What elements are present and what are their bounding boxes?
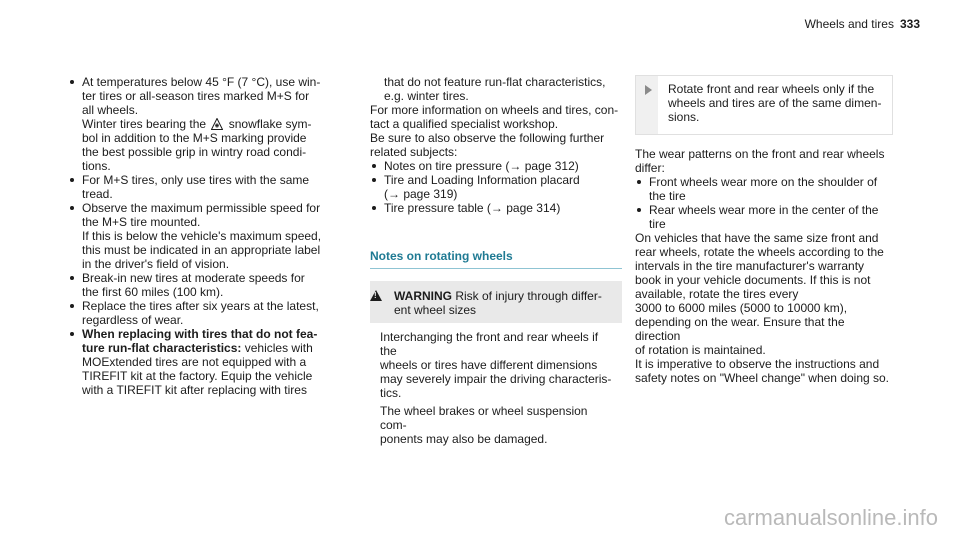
text-line: depending on the wear. Ensure that the direction [635, 315, 845, 343]
text-line: It is imperative to observe the instructions and [635, 357, 880, 371]
warning-body [370, 323, 622, 454]
watermark: carmanualsonline.info [723, 505, 938, 530]
text-line: The wear patterns on the front and rear wheels [635, 147, 885, 161]
cross-reference-link[interactable]: Tire pressure table (→ page 314) [384, 201, 561, 215]
text-line: tions. [82, 159, 111, 173]
list-item [68, 75, 350, 173]
play-triangle-icon [645, 85, 652, 95]
column-3 [635, 75, 893, 385]
text-line: in the driver's field of vision. [82, 257, 230, 271]
text-line: differ: [635, 161, 665, 175]
text-line: that do not feature run-flat characteristics, [384, 75, 606, 89]
text-line: TIREFIT kit at the factory. Equip the vehicle [82, 369, 313, 383]
text-line: tics. [380, 386, 402, 400]
column-2 [370, 75, 622, 454]
text-line: The wheel brakes or wheel suspension com- [380, 404, 588, 432]
text-fragment: Winter tires bearing the [82, 117, 207, 131]
text-line: Rear wheels wear more in the center of the [649, 203, 879, 217]
list-item [68, 299, 350, 327]
list-item [370, 173, 622, 201]
cross-reference-link[interactable]: (→ page 319) [384, 187, 458, 201]
list-item [68, 201, 350, 271]
text-line: e.g. winter tires. [384, 89, 469, 103]
text-line: ter tires or all-season tires marked M+S for [82, 89, 310, 103]
warning-header [380, 289, 614, 317]
column-1 [68, 75, 350, 397]
list-item [635, 203, 893, 231]
list-item [68, 173, 350, 201]
page-header [805, 17, 920, 31]
text-line: If this is below the vehicle's maximum speed, [82, 229, 322, 243]
text-line: sions. [668, 110, 700, 124]
text-line: may severely impair the driving characteris- [380, 372, 612, 386]
text-line: rear wheels, rotate the wheels according to the [635, 245, 884, 259]
text-line: For more information on wheels and tires, con- [370, 103, 619, 117]
text-line: of rotation is maintained. [635, 343, 766, 357]
text-line: with a TIREFIT kit after replacing with tires [82, 383, 307, 397]
text-fragment: ture run-flat characteristics: [82, 341, 242, 355]
cross-reference-link[interactable]: Notes on tire pressure (→ page 312) [384, 159, 579, 173]
list-item [635, 175, 893, 203]
text-line: Replace the tires after six years at the latest, [82, 299, 319, 313]
text-line: safety notes on "Wheel change" when doing so. [635, 371, 890, 385]
text-line: ent wheel sizes [394, 303, 477, 317]
text-line: the first 60 miles (100 km). [82, 285, 224, 299]
page-number: 333 [899, 17, 920, 31]
list-item [68, 327, 350, 397]
text-line: Front wheels wear more on the shoulder of [649, 175, 878, 189]
warning-triangle-icon [370, 290, 382, 301]
text-line: regardless of wear. [82, 313, 184, 327]
warning-label: WARNING [394, 289, 452, 303]
text-line [388, 289, 614, 303]
text-fragment: snowflake sym- [228, 117, 312, 131]
text-line: Interchanging the front and rear wheels if the [380, 330, 599, 358]
text-line: this must be indicated in an appropriate label [82, 243, 321, 257]
text-line: available, rotate the tires every [635, 287, 799, 301]
text-line: MOExtended tires are not equipped with a [82, 355, 307, 369]
text-line: Rotate front and rear wheels only if the [668, 82, 875, 96]
text-line: On vehicles that have the same size front and [635, 231, 879, 245]
continued-text [370, 75, 622, 103]
text-line: Observe the maximum permissible speed for [82, 201, 321, 215]
text-line: tire [649, 217, 666, 231]
text-line: all wheels. [82, 103, 139, 117]
text-line [82, 117, 350, 131]
text-line: ponents may also be damaged. [380, 432, 548, 446]
text-line: the M+S tire mounted. [82, 215, 201, 229]
text-fragment: Risk of injury through differ- [452, 289, 602, 303]
snowflake-mountain-icon [211, 118, 223, 130]
text-line: bol in addition to the M+S marking provide [82, 131, 307, 145]
text-line: book in your vehicle documents. If this is not [635, 273, 871, 287]
text-line: wheels or tires have different dimensions [380, 358, 598, 372]
text-line: intervals in the tire manufacturer's warranty [635, 259, 865, 273]
tip-box [635, 75, 893, 135]
text-line: related subjects: [370, 145, 458, 159]
text-line: When replacing with tires that do not fea- [82, 327, 318, 341]
text-line: Be sure to also observe the following further [370, 131, 605, 145]
cross-reference-link[interactable]: Tire and Loading Information placard [384, 173, 580, 187]
text-line [82, 341, 350, 355]
text-line: For M+S tires, only use tires with the same [82, 173, 310, 187]
text-fragment: vehicles with [241, 341, 313, 355]
text-line: 3000 to 6000 miles (5000 to 10000 km), [635, 301, 848, 315]
header-title: Wheels and tires [804, 17, 894, 31]
text-line: the best possible grip in wintry road condi- [82, 145, 307, 159]
text-line: tact a qualified specialist workshop. [370, 117, 559, 131]
warning-box [370, 281, 622, 454]
text-line: At temperatures below 45 °F (7 °C), use win- [82, 75, 321, 89]
list-item [370, 201, 622, 215]
list-item [370, 159, 622, 173]
text-line: wheels and tires are of the same dimen- [668, 96, 882, 110]
section-title: Notes on rotating wheels [370, 249, 622, 269]
list-item [68, 271, 350, 299]
text-line: the tire [649, 189, 686, 203]
text-line: Break-in new tires at moderate speeds for [82, 271, 305, 285]
text-line: tread. [82, 187, 113, 201]
